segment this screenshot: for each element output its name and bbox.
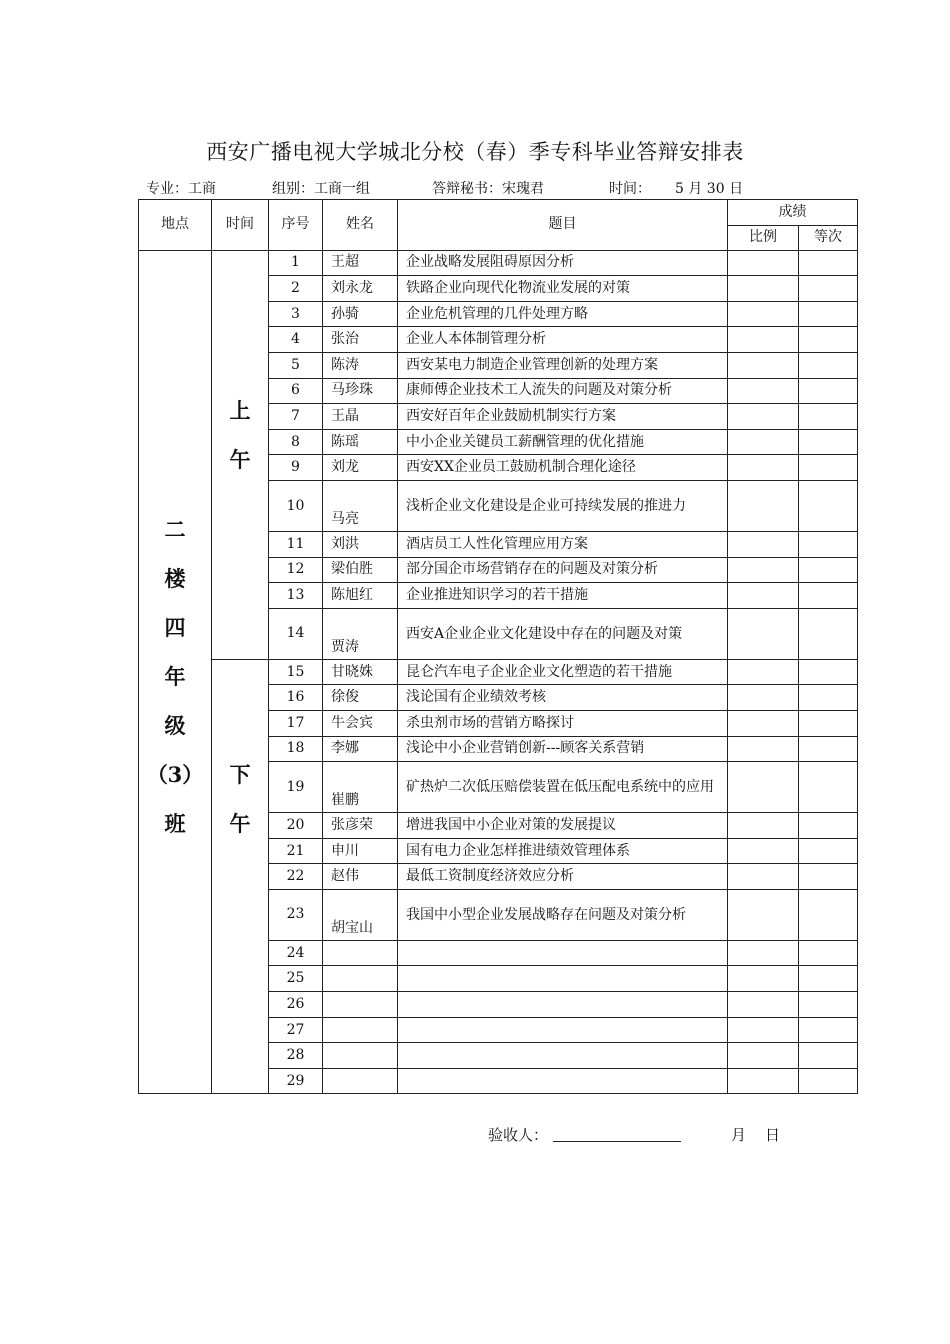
score-ratio-cell[interactable]: [728, 1068, 799, 1094]
student-name-cell: 王超: [323, 250, 398, 276]
topic-cell: 企业战略发展阻碍原因分析: [398, 250, 728, 276]
seq-cell: 5: [269, 352, 323, 378]
topic-cell: 酒店员工人性化管理应用方案: [398, 531, 728, 557]
month-label: 月: [731, 1126, 747, 1144]
document-title: 西安广播电视大学城北分校（春）季专科毕业答辩安排表: [206, 140, 744, 164]
seq-cell: 12: [269, 557, 323, 583]
topic-cell: 浅论国有企业绩效考核: [398, 685, 728, 711]
score-grade-cell[interactable]: [799, 301, 858, 327]
topic-cell: 昆仑汽车电子企业企业文化塑造的若干措施: [398, 659, 728, 685]
topic-cell: 我国中小型企业发展战略存在问题及对策分析: [398, 889, 728, 940]
major-field: 专业：工商: [146, 181, 216, 197]
student-name-cell: [323, 940, 398, 966]
score-grade-cell[interactable]: [799, 813, 858, 839]
score-ratio-cell[interactable]: [728, 659, 799, 685]
score-ratio-cell[interactable]: [728, 583, 799, 609]
score-ratio-cell[interactable]: [728, 327, 799, 353]
student-name-cell: 马亮: [323, 480, 398, 531]
topic-cell: [398, 940, 728, 966]
topic-cell: 西安XX企业员工鼓励机制合理化途径: [398, 455, 728, 481]
location-char: 班: [164, 810, 186, 836]
score-ratio-cell[interactable]: [728, 301, 799, 327]
seq-cell: 28: [269, 1043, 323, 1069]
date-field: 5 月 30 日: [675, 181, 744, 197]
student-name-cell: 刘龙: [323, 455, 398, 481]
seq-cell: 19: [269, 762, 323, 813]
score-grade-cell[interactable]: [799, 455, 858, 481]
topic-cell: [398, 1068, 728, 1094]
student-name-cell: 张治: [323, 327, 398, 353]
score-grade-cell[interactable]: [799, 404, 858, 430]
topic-cell: 浅论中小企业营销创新---顾客关系营销: [398, 736, 728, 762]
score-ratio-cell[interactable]: [728, 736, 799, 762]
acceptor-label: 验收人：: [488, 1126, 549, 1144]
seq-cell: 1: [269, 250, 323, 276]
student-name-cell: 胡宝山: [323, 889, 398, 940]
topic-cell: [398, 966, 728, 992]
student-name-cell: 牛会宾: [323, 710, 398, 736]
topic-cell: 增进我国中小企业对策的发展提议: [398, 813, 728, 839]
score-ratio-cell[interactable]: [728, 838, 799, 864]
table-row: [139, 250, 858, 276]
seq-cell: 21: [269, 838, 323, 864]
score-grade-cell[interactable]: [799, 557, 858, 583]
score-ratio-cell[interactable]: [728, 531, 799, 557]
topic-cell: 部分国企市场营销存在的问题及对策分析: [398, 557, 728, 583]
topic-cell: 最低工资制度经济效应分析: [398, 864, 728, 890]
score-ratio-cell[interactable]: [728, 250, 799, 276]
student-name-cell: 刘永龙: [323, 276, 398, 302]
score-grade-cell[interactable]: [799, 940, 858, 966]
score-grade-cell[interactable]: [799, 659, 858, 685]
score-grade-cell[interactable]: [799, 531, 858, 557]
student-name-cell: 贾涛: [323, 608, 398, 659]
time-label: 时间：: [609, 181, 651, 197]
score-ratio-cell[interactable]: [728, 378, 799, 404]
score-ratio-cell[interactable]: [728, 404, 799, 430]
morning-char: 午: [229, 446, 251, 472]
header-row: [139, 200, 858, 226]
student-name-cell: 陈涛: [323, 352, 398, 378]
score-ratio-cell[interactable]: [728, 966, 799, 992]
schedule-table: [138, 199, 858, 1094]
seq-cell: 26: [269, 992, 323, 1018]
student-name-cell: [323, 1017, 398, 1043]
score-grade-cell[interactable]: [799, 762, 858, 813]
header-grade: 等次: [799, 225, 858, 250]
seq-cell: 27: [269, 1017, 323, 1043]
header-name: 姓名: [323, 200, 398, 251]
seq-cell: 15: [269, 659, 323, 685]
seq-cell: 16: [269, 685, 323, 711]
seq-cell: 8: [269, 429, 323, 455]
score-grade-cell[interactable]: [799, 352, 858, 378]
score-grade-cell[interactable]: [799, 864, 858, 890]
student-name-cell: 张彦荣: [323, 813, 398, 839]
topic-cell: 铁路企业向现代化物流业发展的对策: [398, 276, 728, 302]
student-name-cell: [323, 1043, 398, 1069]
location-char: 楼: [164, 565, 186, 591]
seq-cell: 7: [269, 404, 323, 430]
student-name-cell: 梁伯胜: [323, 557, 398, 583]
seq-cell: 6: [269, 378, 323, 404]
score-ratio-cell[interactable]: [728, 992, 799, 1018]
afternoon-char: 午: [229, 811, 251, 837]
topic-cell: [398, 1043, 728, 1069]
student-name-cell: [323, 966, 398, 992]
student-name-cell: 马珍珠: [323, 378, 398, 404]
secretary-field: 答辩秘书：宋瑰君: [432, 181, 544, 197]
student-name-cell: 赵伟: [323, 864, 398, 890]
topic-cell: 康师傅企业技术工人流失的问题及对策分析: [398, 378, 728, 404]
score-ratio-cell[interactable]: [728, 864, 799, 890]
score-ratio-cell[interactable]: [728, 813, 799, 839]
header-location: 地点: [139, 200, 212, 251]
seq-cell: 23: [269, 889, 323, 940]
topic-cell: 杀虫剂市场的营销方略探讨: [398, 710, 728, 736]
seq-cell: 9: [269, 455, 323, 481]
student-name-cell: 刘洪: [323, 531, 398, 557]
score-ratio-cell[interactable]: [728, 429, 799, 455]
group-field: 组别：工商一组: [272, 181, 370, 197]
score-grade-cell[interactable]: [799, 276, 858, 302]
seq-cell: 20: [269, 813, 323, 839]
seq-cell: 13: [269, 583, 323, 609]
seq-cell: 24: [269, 940, 323, 966]
seq-cell: 25: [269, 966, 323, 992]
seq-cell: 17: [269, 710, 323, 736]
header-time: 时间: [212, 200, 269, 251]
score-grade-cell[interactable]: [799, 583, 858, 609]
score-grade-cell[interactable]: [799, 685, 858, 711]
topic-cell: 企业人本体制管理分析: [398, 327, 728, 353]
topic-cell: 企业危机管理的几件处理方略: [398, 301, 728, 327]
student-name-cell: 陈旭红: [323, 583, 398, 609]
location-char: 四: [164, 614, 186, 640]
topic-cell: [398, 1017, 728, 1043]
score-ratio-cell[interactable]: [728, 889, 799, 940]
seq-cell: 29: [269, 1068, 323, 1094]
seq-cell: 11: [269, 531, 323, 557]
student-name-cell: 申川: [323, 838, 398, 864]
score-grade-cell[interactable]: [799, 429, 858, 455]
seq-cell: 22: [269, 864, 323, 890]
score-ratio-cell[interactable]: [728, 557, 799, 583]
header-ratio: 比例: [728, 225, 799, 250]
student-name-cell: 陈瑶: [323, 429, 398, 455]
score-ratio-cell[interactable]: [728, 710, 799, 736]
day-label: 日: [765, 1126, 781, 1144]
score-grade-cell[interactable]: [799, 736, 858, 762]
header-seq: 序号: [269, 200, 323, 251]
location-char: 级: [164, 712, 186, 738]
score-grade-cell[interactable]: [799, 966, 858, 992]
topic-cell: 中小企业关键员工薪酬管理的优化措施: [398, 429, 728, 455]
score-ratio-cell[interactable]: [728, 276, 799, 302]
morning-cell: [212, 250, 269, 659]
location-cell: [139, 250, 212, 1094]
score-ratio-cell[interactable]: [728, 352, 799, 378]
score-ratio-cell[interactable]: [728, 940, 799, 966]
seq-cell: 3: [269, 301, 323, 327]
score-ratio-cell[interactable]: [728, 455, 799, 481]
seq-cell: 18: [269, 736, 323, 762]
score-grade-cell[interactable]: [799, 1043, 858, 1069]
header-topic: 题目: [398, 200, 728, 251]
student-name-cell: 孙骑: [323, 301, 398, 327]
student-name-cell: 徐俊: [323, 685, 398, 711]
topic-cell: 西安好百年企业鼓励机制实行方案: [398, 404, 728, 430]
score-ratio-cell[interactable]: [728, 608, 799, 659]
student-name-cell: [323, 1068, 398, 1094]
score-ratio-cell[interactable]: [728, 480, 799, 531]
topic-cell: 企业推进知识学习的若干措施: [398, 583, 728, 609]
topic-cell: 西安A企业企业文化建设中存在的问题及对策: [398, 608, 728, 659]
score-grade-cell[interactable]: [799, 250, 858, 276]
seq-cell: 2: [269, 276, 323, 302]
seq-cell: 10: [269, 480, 323, 531]
acceptor-signature-line: [553, 1141, 681, 1142]
score-grade-cell[interactable]: [799, 992, 858, 1018]
header-score: 成绩: [728, 200, 858, 226]
morning-char: 上: [229, 397, 251, 423]
score-grade-cell[interactable]: [799, 889, 858, 940]
topic-cell: 国有电力企业怎样推进绩效管理体系: [398, 838, 728, 864]
afternoon-char: 下: [229, 762, 251, 788]
student-name-cell: 甘晓姝: [323, 659, 398, 685]
student-name-cell: 王晶: [323, 404, 398, 430]
student-name-cell: 李娜: [323, 736, 398, 762]
topic-cell: [398, 992, 728, 1018]
score-ratio-cell[interactable]: [728, 1017, 799, 1043]
score-grade-cell[interactable]: [799, 838, 858, 864]
score-grade-cell[interactable]: [799, 327, 858, 353]
score-grade-cell[interactable]: [799, 608, 858, 659]
score-ratio-cell[interactable]: [728, 762, 799, 813]
afternoon-cell: [212, 659, 269, 1094]
table-row: [139, 659, 858, 685]
location-char: 二: [164, 516, 186, 542]
location-char: （3）: [146, 761, 204, 787]
topic-cell: 浅析企业文化建设是企业可持续发展的推进力: [398, 480, 728, 531]
score-grade-cell[interactable]: [799, 1017, 858, 1043]
score-ratio-cell[interactable]: [728, 1043, 799, 1069]
seq-cell: 14: [269, 608, 323, 659]
topic-cell: 矿热炉二次低压赔偿装置在低压配电系统中的应用: [398, 762, 728, 813]
score-ratio-cell[interactable]: [728, 685, 799, 711]
student-name-cell: [323, 992, 398, 1018]
seq-cell: 4: [269, 327, 323, 353]
location-char: 年: [164, 663, 186, 689]
score-grade-cell[interactable]: [799, 1068, 858, 1094]
score-grade-cell[interactable]: [799, 710, 858, 736]
score-grade-cell[interactable]: [799, 480, 858, 531]
score-grade-cell[interactable]: [799, 378, 858, 404]
topic-cell: 西安某电力制造企业管理创新的处理方案: [398, 352, 728, 378]
student-name-cell: 崔鹏: [323, 762, 398, 813]
